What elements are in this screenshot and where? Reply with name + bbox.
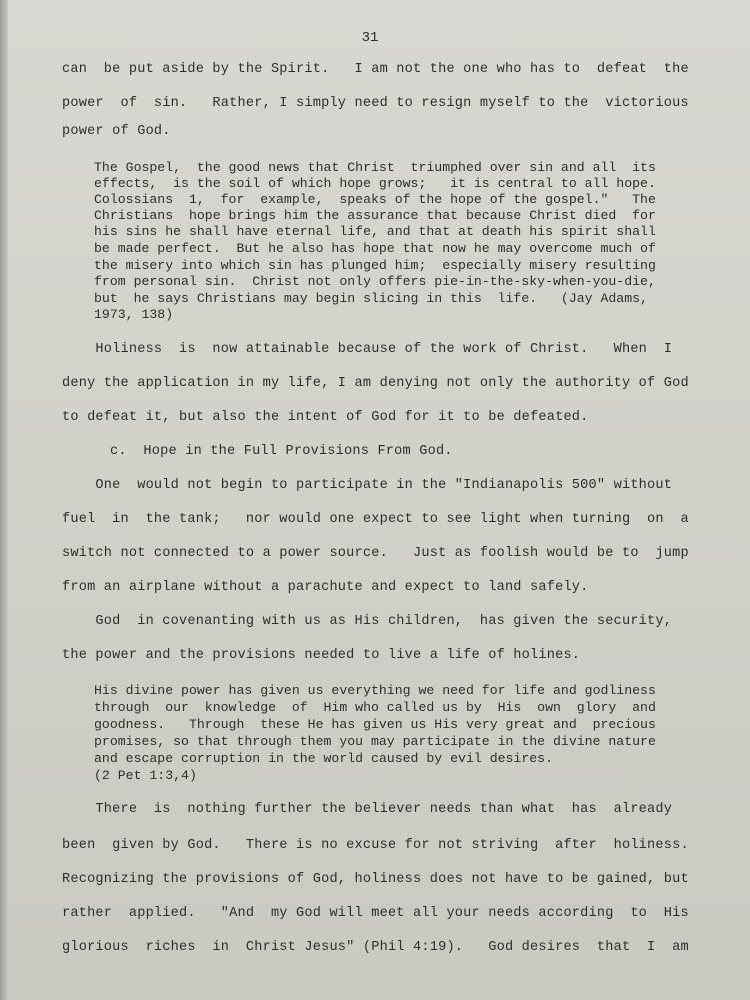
body-line: to defeat it, but also the intent of God for it to be defeated. [62, 410, 589, 425]
body-line: can be put aside by the Spirit. I am not the one who has to defeat the [62, 62, 689, 77]
page-number: 31 [361, 30, 379, 46]
body-line: Holiness is now attainable because of the work of Christ. When I [62, 342, 673, 357]
body-line: the power and the provisions needed to live a life of holines. [62, 648, 581, 663]
block-quote-line: The Gospel, the good news that Christ triumphed over sin and all its [94, 160, 656, 175]
body-line: fuel in the tank; nor would one expect to see light when turning on a [62, 512, 689, 527]
body-line: deny the application in my life, I am denying not only the authority of God [62, 376, 689, 391]
block-quote-line: be made perfect. But he also has hope that now he may overcome much of [94, 241, 656, 256]
page-edge [0, 0, 8, 1000]
body-line: switch not connected to a power source. Just as foolish would be to jump [62, 546, 689, 561]
block-quote-line: his sins he shall have eternal life, and that at death his spirit shall [94, 224, 656, 239]
block-quote-line: through our knowledge of Him who called us by His own glory and [94, 700, 656, 715]
section-heading: c. Hope in the Full Provisions From God. [110, 444, 453, 459]
body-line: power of God. [62, 124, 171, 139]
block-quote-line: His divine power has given us everything we need for life and godliness [94, 683, 656, 698]
block-quote-line: and escape corruption in the world caused by evil desires. [94, 751, 553, 766]
block-quote-line: effects, is the soil of which hope grows; it is central to all hope. [94, 176, 656, 191]
block-quote-line: Christians hope brings him the assurance that because Christ died for [94, 208, 656, 223]
body-line: Recognizing the provisions of God, holiness does not have to be gained, but [62, 872, 689, 887]
block-quote-line: Colossians 1, for example, speaks of the hope of the gospel." The [94, 192, 656, 207]
body-line: from an airplane without a parachute and expect to land safely. [62, 580, 589, 595]
body-line: God in covenanting with us as His children, has given the security, [62, 614, 673, 629]
block-quote-line: the misery into which sin has plunged him; especially misery resulting [94, 258, 656, 273]
block-quote-line: promises, so that through them you may participate in the divine nature [94, 734, 656, 749]
body-line: glorious riches in Christ Jesus" (Phil 4:19). God desires that I am [62, 940, 689, 955]
body-line: There is nothing further the believer needs than what has already [62, 802, 673, 817]
block-quote-line: (2 Pet 1:3,4) [94, 768, 197, 783]
body-line: power of sin. Rather, I simply need to resign myself to the victorious [62, 96, 689, 111]
body-line: rather applied. "And my God will meet all your needs according to His [62, 906, 689, 921]
body-line: One would not begin to participate in the "Indianapolis 500" without [62, 478, 673, 493]
block-quote-line: goodness. Through these He has given us His very great and precious [94, 717, 656, 732]
block-quote-line: but he says Christians may begin slicing in this life. (Jay Adams, [94, 291, 648, 306]
block-quote-line: from personal sin. Christ not only offers pie-in-the-sky-when-you-die, [94, 274, 656, 289]
body-line: been given by God. There is no excuse for not striving after holiness. [62, 838, 689, 853]
block-quote-line: 1973, 138) [94, 307, 174, 322]
